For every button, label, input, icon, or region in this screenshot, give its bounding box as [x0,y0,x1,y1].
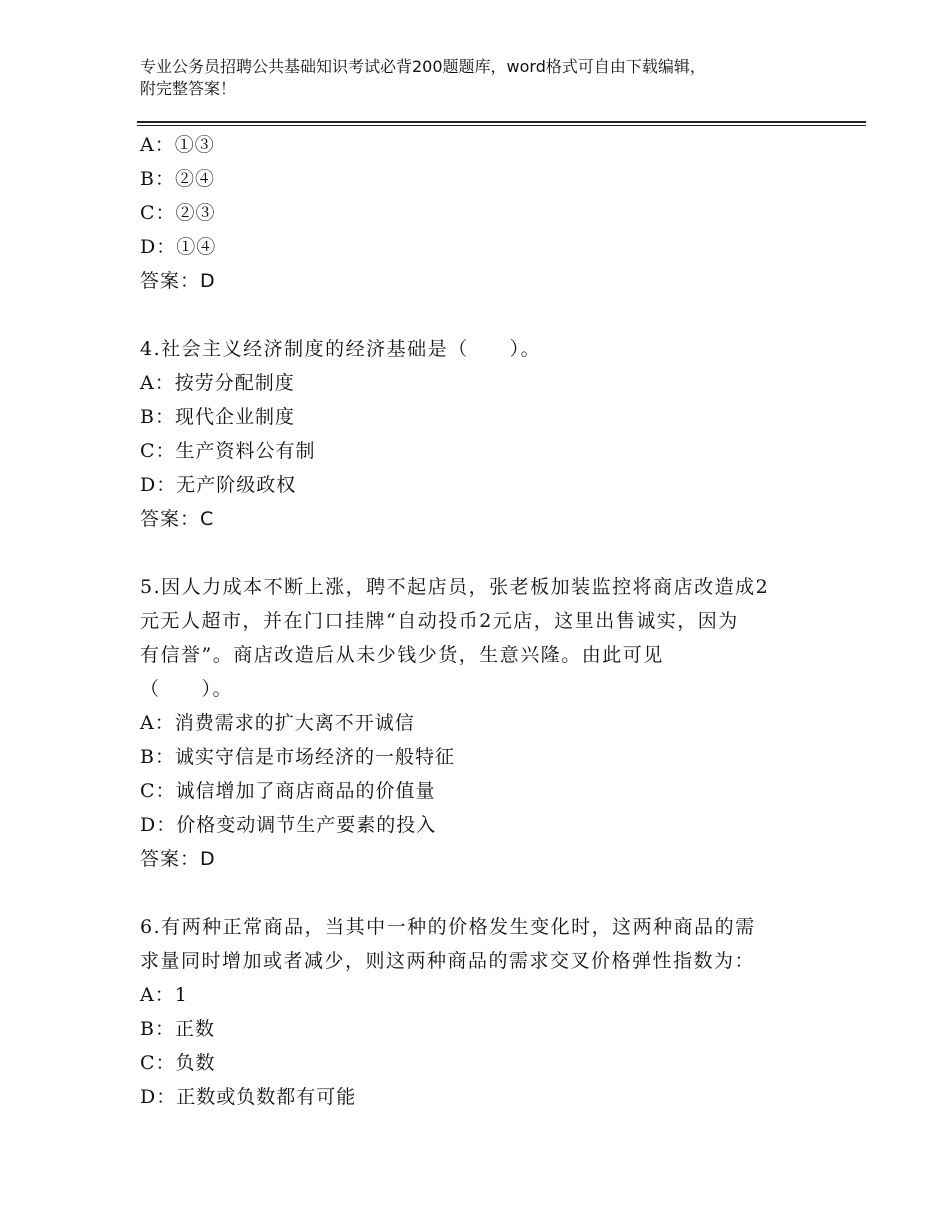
question-6 [140,910,830,1114]
q6-stem-line: 6.有两种正常商品，当其中一种的价格发生变化时，这两种商品的需 [140,916,756,938]
header-line-1: 专业公务员招聘公共基础知识考试必背200题题库，word格式可自由下载编辑， [140,57,706,76]
q6-option-b: B：正数 [140,1018,215,1040]
q5-option-d: D：价格变动调节生产要素的投入 [140,814,437,836]
q6-option-a: A：1 [140,984,188,1006]
q5-stem-line: （ ）。 [140,678,234,700]
q6-option-d: D：正数或负数都有可能 [140,1086,357,1108]
page-header [140,56,840,100]
q4-stem-line: 4.社会主义经济制度的经济基础是（ ）。 [140,338,542,360]
question-content [140,128,830,1114]
q5-answer: 答案：D [140,848,216,870]
q5-option-a: A：消费需求的扩大离不开诚信 [140,712,415,734]
header-line-2: 附完整答案！ [140,79,237,98]
q5-stem-line: 有信誉”。商店改造后从未少钱少货，生意兴隆。由此可见 [140,644,664,666]
spacer [140,876,830,910]
spacer [140,536,830,570]
q6-stem-line: 求量同时增加或者减少，则这两种商品的需求交叉价格弹性指数为： [140,950,756,972]
q4-option-d: D：无产阶级政权 [140,474,297,496]
question-5 [140,570,830,876]
q3-answer: 答案：D [140,270,216,292]
q5-stem-line: 元无人超市，并在门口挂牌“自动投币2元店，这里出售诚实，因为 [140,610,739,632]
q4-answer: 答案：C [140,508,215,530]
header-divider [137,121,866,126]
q4-option-a: A：按劳分配制度 [140,372,295,394]
question-4 [140,332,830,536]
q4-option-b: B：现代企业制度 [140,406,295,428]
spacer [140,298,830,332]
question-3 [140,128,830,298]
q6-option-c: C：负数 [140,1052,216,1074]
q3-option-d: D：①④ [140,236,217,258]
q3-option-a: A：①③ [140,134,215,156]
q4-option-c: C：生产资料公有制 [140,440,316,462]
q5-option-c: C：诚信增加了商店商品的价值量 [140,780,436,802]
q5-stem-line: 5.因人力成本不断上涨，聘不起店员，张老板加装监控将商店改造成2 [140,576,770,598]
q5-option-b: B：诚实守信是市场经济的一般特征 [140,746,455,768]
q3-option-c: C：②③ [140,202,216,224]
q3-option-b: B：②④ [140,168,215,190]
